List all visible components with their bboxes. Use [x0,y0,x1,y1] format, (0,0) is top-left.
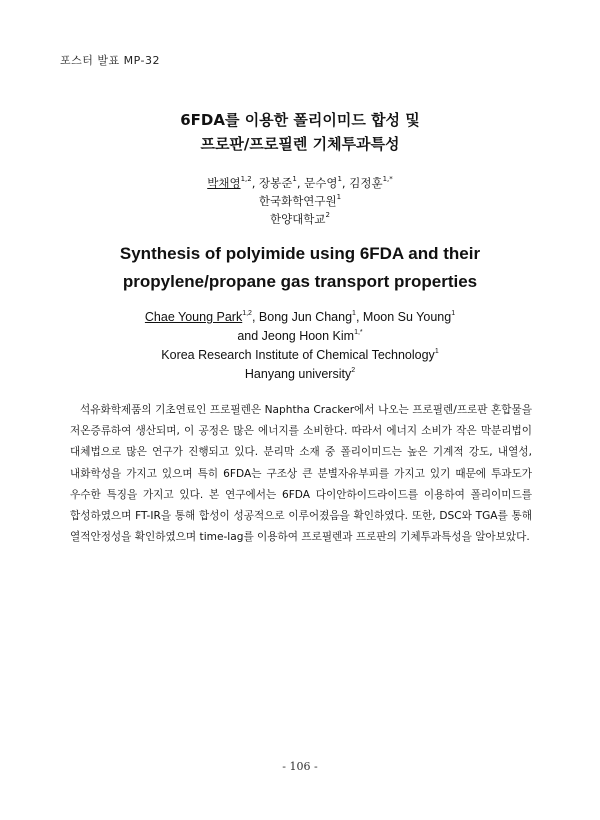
korean-title-line1: 6FDA를 이용한 폴리이미드 합성 및 [180,111,420,129]
korean-authors-block [60,174,540,228]
korean-affiliation-1: 한국화학연구원$^1$ [258,193,342,208]
english-author: Moon Su Young [362,310,452,324]
korean-affiliation-2: 한양대학교$^2$ [269,211,330,226]
korean-author: 장봉준 [259,176,293,190]
korean-title-line2: 프로판/프로필렌 기체투과특성 [200,135,400,153]
english-authors-block [60,308,540,384]
abstract-body [70,400,532,548]
english-author-list-line1: Chae Young Park$^{1,2}$, Bong Jun Chang$^1$, Moon Su Young$^1$ [144,309,456,324]
english-title-line1: Synthesis of polyimide using 6FDA and their [119,244,481,263]
english-title [60,240,540,296]
author-sup: 1,* [382,175,393,184]
session-tag: 포스터 발표 MP-32 [60,54,160,67]
english-author-presenter: Chae Young Park [144,310,243,324]
english-title-line2: propylene/propane gas transport properties [122,272,478,291]
korean-author: 문수영 [304,176,338,190]
english-author: Bong Jun Chang [258,310,353,324]
korean-author: 김정훈 [349,176,383,190]
english-author-list-line2: and Jeong Hoon Kim$^{1,*}$ [237,328,363,343]
english-affiliation-2: Hanyang university$^2$ [244,366,356,381]
author-sup: 1 [292,175,297,184]
page-number: - 106 - [282,760,318,773]
author-sup: 1,2 [240,175,252,184]
author-sup: 1 [337,175,342,184]
abstract-text: 석유화학제품의 기초연료인 프로필렌은 Naphtha Cracker에서 나오는 프로필렌/프로판 혼합물을 저온증류하여 생산되며, 이 공정은 많은 에너지를 소비한다. 따라서 에너지 소비가 작은 막분리법이 대체법으로 많은 연구가 진행되고 있다. 분리막 소재 중 폴리이미드는 높은 기계적 강도, 내열성, 내화학성을 가지고 있으며 특히 6FDA는 구조상 큰 분별자유부피를 가지고 있기 때문에 투과도가 우수한 특징을 가지고 있다. 본 연구에서는 6FDA 다이안하이드라이드를 이용하여 폴리이미드를 합성하였으며 FT-IR을 통해 합성이 성공적으로 이루어졌음을 확인하였다. 또한, DSC와 TGA를 통해 열적안정성을 확인하였으며 time-lag를 이용하여 프로필렌과 프로판의 기체투과특성을 알아보았다. [70,404,532,544]
korean-author-list: 박채영$^{1,2}$, 장봉준$^1$, 문수영$^1$, 김정훈$^{1,*}$ [207,175,393,190]
korean-title [60,108,540,156]
english-affiliation-1: Korea Research Institute of Chemical Technology$^1$ [161,347,439,362]
english-author: Jeong Hoon Kim [261,329,355,343]
korean-author-presenter: 박채영 [207,176,241,190]
